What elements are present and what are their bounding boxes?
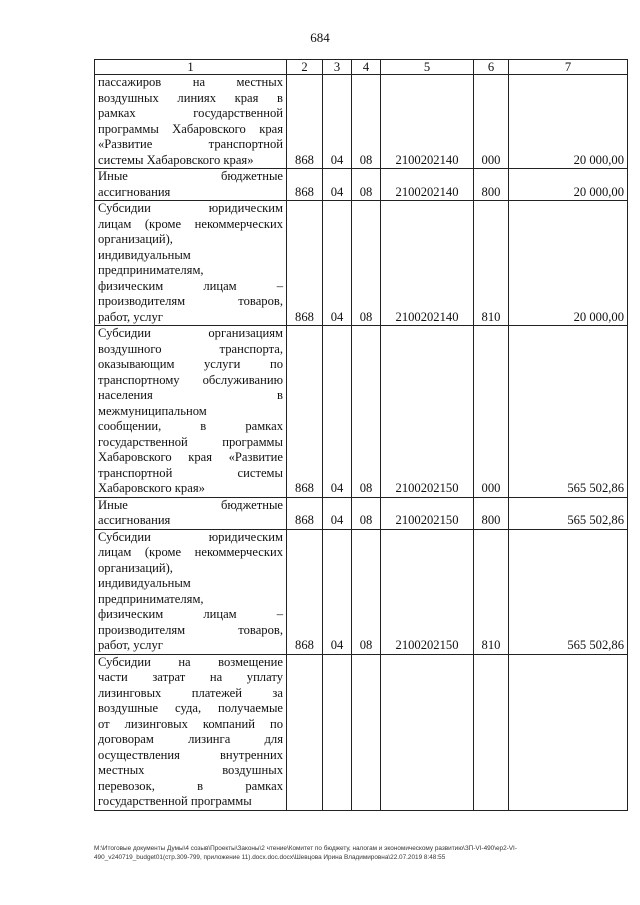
table-header-row [95, 60, 628, 75]
section-code: 04 [323, 75, 352, 169]
row-description [95, 75, 287, 169]
subsection-code: 08 [352, 529, 381, 654]
col-header-5: 5 [381, 60, 474, 75]
description-line: лицам (кроме некоммерческих [98, 216, 283, 231]
description-line: программы Хабаровского края [98, 121, 283, 136]
col-header-3: 3 [323, 60, 352, 75]
description-line: межмуниципальном [98, 403, 207, 418]
description-line: Хабаровского края» [98, 481, 205, 495]
description-line: производителям товаров, [98, 622, 283, 637]
description-line: предпринимателям, [98, 263, 204, 277]
subsection-code: 08 [352, 326, 381, 498]
description-line: «Развитие транспортной [98, 137, 283, 151]
expense-type-code: 810 [474, 529, 509, 654]
description-line: транспортной системы [98, 465, 283, 480]
row-description [95, 169, 287, 201]
table-row [95, 169, 628, 201]
description-line: лизинговых платежей за [98, 685, 283, 700]
ministry-code: 868 [287, 529, 323, 654]
amount: 20 000,00 [509, 201, 628, 326]
description-line: системы Хабаровского края» [98, 152, 254, 167]
description-line: производителям товаров, [98, 294, 283, 308]
footer-path-line-2: 490_v240719_budget01(стр.309-799, приложение 11).docx.doc.docx\Шевцова Ирина Владимировна\22.07.2019 8:48:55 [94, 853, 446, 861]
description-line: индивидуальным [98, 576, 191, 590]
amount: 20 000,00 [509, 169, 628, 201]
ministry-code: 868 [287, 497, 323, 529]
subsection-code: 08 [352, 75, 381, 169]
row-description [95, 497, 287, 529]
description-line: воздушные суда, получаемые [98, 701, 283, 715]
section-code: 04 [323, 169, 352, 201]
description-line: местных воздушных [98, 763, 283, 777]
description-line: физическим лицам – [98, 607, 283, 621]
target-article-code: 2100202140 [381, 169, 474, 201]
ministry-code: 868 [287, 201, 323, 326]
description-line: воздушных линиях края в [98, 90, 283, 105]
description-line: воздушного транспорта, [98, 341, 283, 356]
description-line: ассигнования [98, 513, 171, 527]
table-row [95, 497, 628, 529]
description-line: государственной программы [98, 794, 252, 808]
description-line: Субсидии на возмещение [98, 654, 283, 669]
description-line: оказывающим услуги по [98, 357, 283, 371]
row-description [95, 201, 287, 326]
ministry-code: 868 [287, 169, 323, 201]
description-line: Субсидии юридическим [98, 529, 283, 544]
description-line: организаций), [98, 560, 173, 575]
target-article-code: 2100202150 [381, 497, 474, 529]
col-header-7: 7 [509, 60, 628, 75]
amount: 565 502,86 [509, 497, 628, 529]
description-line: договорам лизинга для [98, 732, 283, 746]
ministry-code: 868 [287, 75, 323, 169]
table-row [95, 326, 628, 498]
expense-type-code: 810 [474, 201, 509, 326]
description-line: рамках государственной [98, 106, 283, 120]
target-article-code: 2100202150 [381, 326, 474, 498]
target-article-code [381, 654, 474, 810]
description-line: населения в [98, 388, 283, 402]
description-line: физическим лицам – [98, 278, 283, 293]
row-description [95, 654, 287, 810]
amount [509, 654, 628, 810]
description-line: от лизинговых компаний по [98, 716, 283, 731]
budget-table [94, 59, 628, 811]
target-article-code: 2100202140 [381, 75, 474, 169]
description-line: предпринимателям, [98, 591, 204, 606]
description-line: транспортному обслуживанию [98, 372, 283, 387]
section-code [323, 654, 352, 810]
page-number: 684 [310, 30, 330, 45]
expense-type-code: 000 [474, 326, 509, 498]
description-line: Субсидии организациям [98, 326, 283, 340]
section-code: 04 [323, 497, 352, 529]
table-row [95, 75, 628, 169]
amount: 565 502,86 [509, 529, 628, 654]
col-header-1: 1 [95, 60, 287, 75]
amount: 20 000,00 [509, 75, 628, 169]
description-line: Иные бюджетные [98, 497, 283, 512]
row-description [95, 326, 287, 498]
col-header-4: 4 [352, 60, 381, 75]
expense-type-code [474, 654, 509, 810]
col-header-6: 6 [474, 60, 509, 75]
section-code: 04 [323, 201, 352, 326]
expense-type-code: 800 [474, 497, 509, 529]
description-line: индивидуальным [98, 247, 191, 262]
subsection-code: 08 [352, 497, 381, 529]
description-line: части затрат на уплату [98, 670, 283, 684]
row-description [95, 529, 287, 654]
subsection-code [352, 654, 381, 810]
description-line: организаций), [98, 232, 173, 246]
table-body [95, 75, 628, 811]
table-row [95, 201, 628, 326]
table-row [95, 654, 628, 810]
description-line: государственной программы [98, 434, 283, 449]
expense-type-code: 800 [474, 169, 509, 201]
subsection-code: 08 [352, 201, 381, 326]
description-line: лицам (кроме некоммерческих [98, 545, 283, 559]
document-footer [94, 845, 627, 862]
ministry-code: 868 [287, 326, 323, 498]
section-code: 04 [323, 326, 352, 498]
table-row [95, 529, 628, 654]
target-article-code: 2100202150 [381, 529, 474, 654]
description-line: ассигнования [98, 184, 171, 199]
subsection-code: 08 [352, 169, 381, 201]
amount: 565 502,86 [509, 326, 628, 498]
section-code: 04 [323, 529, 352, 654]
description-line: перевозок, в рамках [98, 778, 283, 793]
description-line: Иные бюджетные [98, 169, 283, 183]
expense-type-code: 000 [474, 75, 509, 169]
description-line: работ, услуг [98, 309, 163, 324]
description-line: работ, услуг [98, 638, 163, 652]
footer-path-line-1: M:\Итоговые документы Думы\4 созыв\Проекты\Законы\2 чтение\Комитет по бюджету, налогам и экономическому развитию\ЗП-VI-490\ep2-VI- [94, 845, 517, 852]
description-line: Хабаровского края «Развитие [98, 450, 283, 464]
description-line: Субсидии юридическим [98, 201, 283, 215]
ministry-code [287, 654, 323, 810]
description-line: пассажиров на местных [98, 75, 283, 89]
target-article-code: 2100202140 [381, 201, 474, 326]
col-header-2: 2 [287, 60, 323, 75]
description-line: осуществления внутренних [98, 747, 283, 762]
description-line: сообщении, в рамках [98, 419, 283, 433]
